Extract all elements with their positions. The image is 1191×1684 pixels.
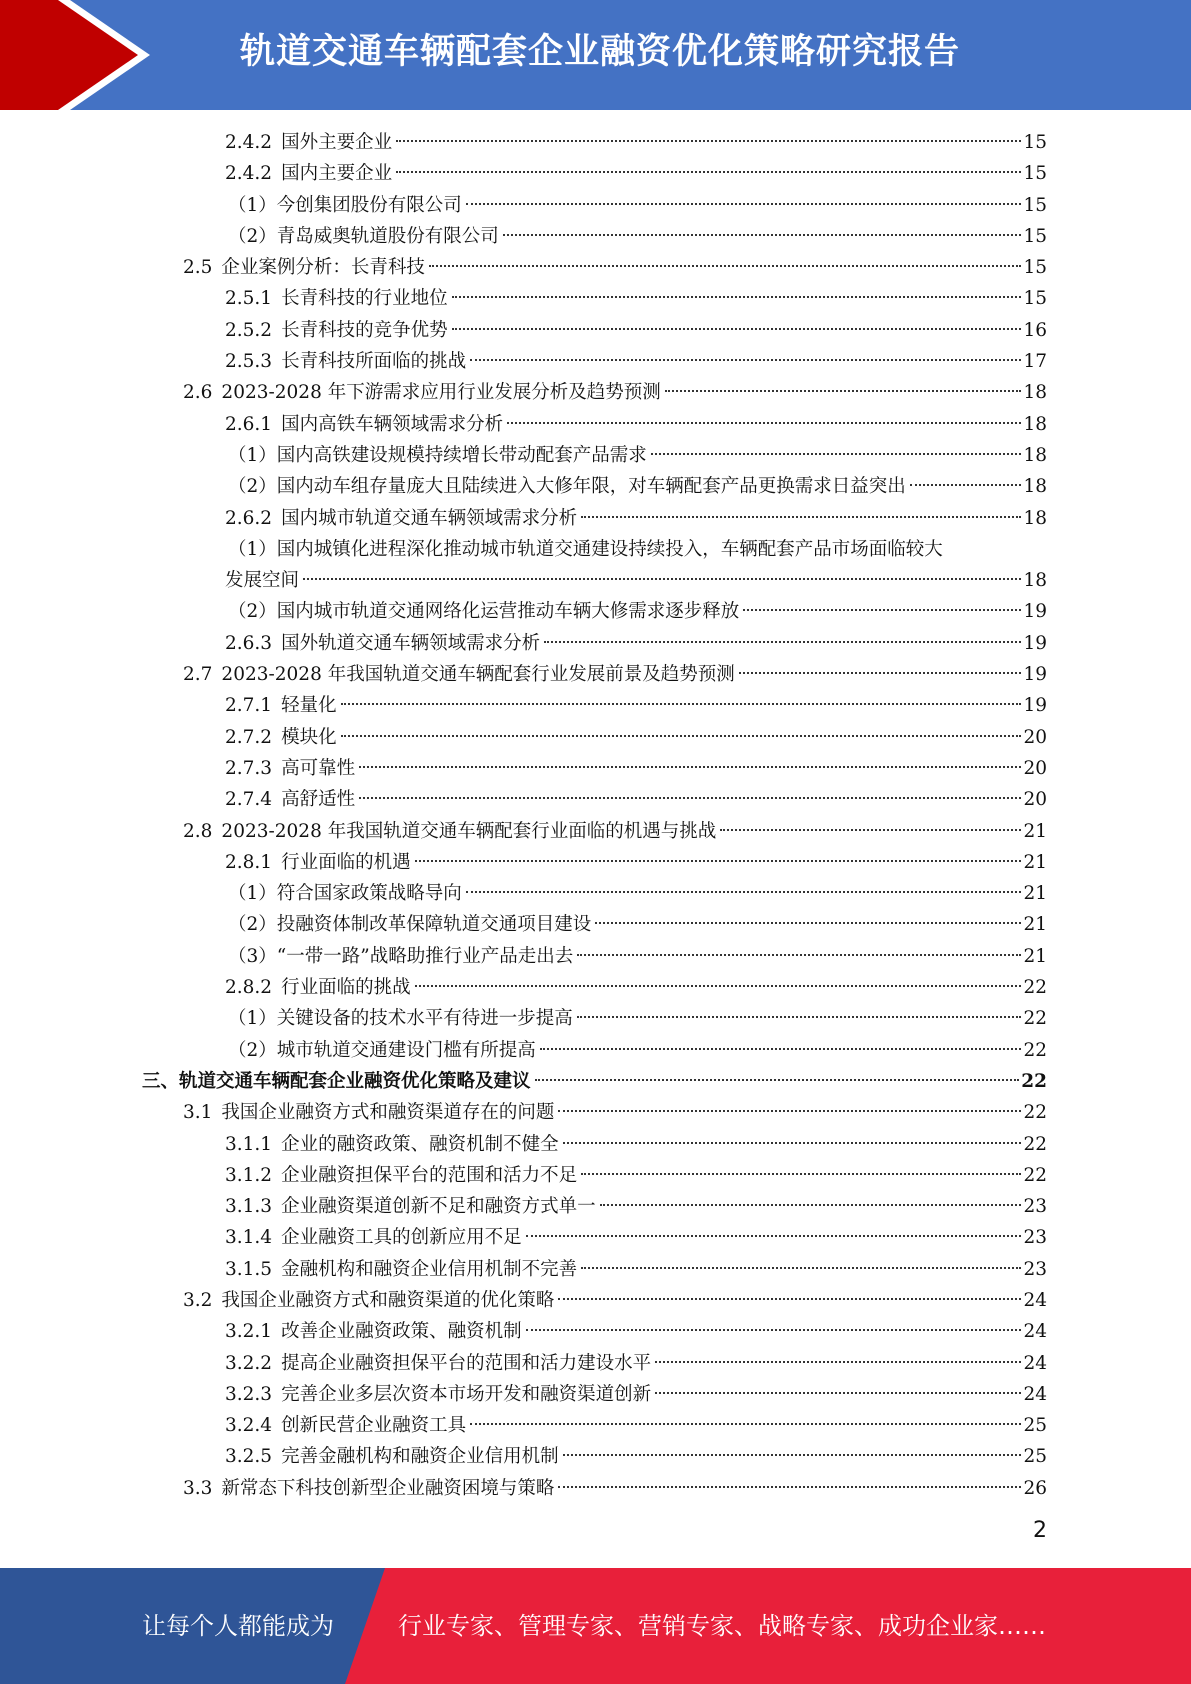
toc-entry-title: 企业融资担保平台的范围和活力不足 [281,1164,578,1186]
toc-entry[interactable] [0,1285,1191,1316]
toc-entry-page: 18 [1023,570,1047,592]
toc-entry-number: （3） [228,945,277,967]
toc-entry-number: 2.7.1 [225,695,273,717]
toc-entry-number: 2.4.2 [225,163,273,185]
toc-entry-page: 15 [1023,257,1047,279]
toc-entry[interactable] [0,941,1191,972]
toc-entry-page: 26 [1023,1477,1047,1499]
page-number: 2 [1033,1518,1047,1543]
toc-entry-title: 国内高铁建设规模持续增长带动配套产品需求 [276,444,647,466]
toc-dot-leader [540,1048,1022,1050]
toc-entry-title: 提高企业融资担保平台的范围和活力建设水平 [281,1352,652,1374]
toc-dot-leader [563,1142,1022,1144]
toc-entry-number: 2.6.2 [225,507,273,529]
toc-entry-title: 高舒适性 [281,789,356,811]
toc-dot-leader [470,1423,1021,1425]
toc-entry-page: 22 [1021,1070,1047,1092]
toc-entry[interactable] [0,1160,1191,1191]
toc-entry[interactable] [0,127,1191,158]
toc-entry-number: 2.8 [183,820,213,842]
toc-dot-leader [526,1329,1022,1331]
toc-entry-title: 国内城市轨道交通网络化运营推动车辆大修需求逐步释放 [276,601,740,623]
toc-dot-leader [581,516,1021,518]
toc-entry-number: （2） [228,225,277,247]
toc-entry-title: 金融机构和融资企业信用机制不完善 [281,1258,578,1280]
toc-dot-leader [341,735,1022,737]
toc-entry-number: 2.5.2 [225,319,273,341]
toc-entry[interactable] [0,503,1191,534]
toc-entry-number: （2） [228,1039,277,1061]
toc-entry[interactable] [0,534,1191,565]
toc-dot-leader [466,891,1022,893]
toc-entry-page: 24 [1023,1383,1047,1405]
toc-dot-leader [452,296,1022,298]
toc-entry-title: 长青科技所面临的挑战 [281,351,467,373]
toc-entry[interactable] [0,565,1191,596]
toc-entry-page: 19 [1023,664,1047,686]
toc-entry-page: 20 [1023,726,1047,748]
toc-entry-page: 23 [1023,1227,1047,1249]
toc-entry-title: 创新民营企业融资工具 [281,1415,467,1437]
toc-entry-title: 2023-2028 年下游需求应用行业发展分析及趋势预测 [221,382,661,404]
toc-dot-leader [503,234,1022,236]
toc-entry-number: （1） [228,883,277,905]
toc-dot-leader [739,672,1022,674]
toc-entry-title: 国内高铁车辆领域需求分析 [281,413,504,435]
toc-entry-page: 22 [1023,1133,1047,1155]
toc-entry-title: 企业融资渠道创新不足和融资方式单一 [281,1196,596,1218]
toc-entry-page: 25 [1023,1446,1047,1468]
toc-entry-number: （2） [228,914,277,936]
toc-entry-title: 国内城镇化进程深化推动城市轨道交通建设持续投入，车辆配套产品市场面临较大 [276,538,943,560]
toc-dot-leader [452,328,1022,330]
toc-entry[interactable] [0,972,1191,1003]
toc-dot-leader [470,359,1021,361]
toc-entry-title: 企业案例分析：长青科技 [221,257,425,279]
toc-entry-title: 模块化 [281,726,337,748]
toc-entry-number: 3.1 [183,1102,213,1124]
red-chevron-icon [0,0,160,110]
toc-dot-leader [558,1110,1021,1112]
toc-entry-number: （1） [228,194,277,216]
toc-entry-title: 完善金融机构和融资企业信用机制 [281,1446,559,1468]
toc-entry[interactable] [0,377,1191,408]
toc-dot-leader [563,1454,1022,1456]
toc-entry[interactable] [0,784,1191,815]
toc-entry-number: 3.2.2 [225,1352,273,1374]
toc-entry-title: 我国企业融资方式和融资渠道的优化策略 [221,1289,555,1311]
toc-entry[interactable] [0,690,1191,721]
toc-dot-leader [577,1016,1022,1018]
toc-dot-leader [581,1173,1021,1175]
toc-entry-title: “一带一路”战略助推行业产品走出去 [276,945,574,967]
toc-entry-number: 2.6.1 [225,413,273,435]
toc-dot-leader [558,1486,1021,1488]
toc-entry[interactable] [0,1129,1191,1160]
toc-entry[interactable] [0,283,1191,314]
toc-entry[interactable] [0,816,1191,847]
toc-entry-title: 完善企业多层次资本市场开发和融资渠道创新 [281,1383,652,1405]
toc-entry-title: 国内主要企业 [281,163,393,185]
toc-entry-title: 国外轨道交通车辆领域需求分析 [281,632,541,654]
toc-entry-page: 21 [1023,883,1047,905]
toc-dot-leader [665,390,1022,392]
toc-entry-number: （2） [228,601,277,623]
toc-entry-title: 国内城市轨道交通车辆领域需求分析 [281,507,578,529]
toc-entry-page: 18 [1023,413,1047,435]
toc-entry[interactable] [0,440,1191,471]
toc-entry-page: 15 [1023,163,1047,185]
toc-entry-title: 国外主要企业 [281,132,393,153]
toc-entry-number: 2.5.3 [225,351,273,373]
toc-entry-page: 24 [1023,1321,1047,1343]
toc-entry[interactable] [0,1441,1191,1472]
toc-entry[interactable] [0,315,1191,346]
toc-dot-leader [558,1298,1021,1300]
toc-entry-page: 24 [1023,1289,1047,1311]
toc-dot-leader [415,860,1022,862]
toc-entry-number: 2.4.2 [225,132,273,153]
toc-dot-leader [651,453,1022,455]
toc-entry-number: 3.2.5 [225,1446,273,1468]
table-of-contents [0,127,1191,1504]
toc-entry-page: 16 [1023,319,1047,341]
toc-entry-title: 投融资体制改革保障轨道交通项目建设 [276,914,592,936]
toc-entry-number: （2） [228,476,277,498]
toc-entry-title: 青岛威奥轨道股份有限公司 [276,225,499,247]
toc-entry-page: 19 [1023,632,1047,654]
toc-entry-number: （1） [228,1008,277,1030]
toc-entry-title: 改善企业融资政策、融资机制 [281,1321,522,1343]
toc-entry-page: 21 [1023,820,1047,842]
toc-dot-leader [544,641,1021,643]
toc-dot-leader [655,1392,1021,1394]
toc-entry[interactable] [0,1348,1191,1379]
toc-dot-leader [581,1267,1021,1269]
toc-dot-leader [415,985,1022,987]
toc-dot-leader [595,922,1021,924]
toc-entry-title: 轨道交通车辆配套企业融资优化策略及建议 [179,1070,531,1092]
toc-dot-leader [600,1204,1022,1206]
toc-entry-number: 2.5.1 [225,288,273,310]
toc-entry[interactable] [0,1410,1191,1441]
toc-entry[interactable] [0,596,1191,627]
toc-entry-title: 企业的融资政策、融资机制不健全 [281,1133,559,1155]
toc-dot-leader [303,578,1021,580]
toc-entry[interactable] [0,1191,1191,1222]
toc-entry-number: 2.6.3 [225,632,273,654]
toc-entry-number: 2.7 [183,664,213,686]
toc-entry-title: 行业面临的挑战 [281,977,411,999]
toc-entry-title: 国内动车组存量庞大且陆续进入大修年限，对车辆配套产品更换需求日益突出 [276,476,906,498]
toc-entry-title: 符合国家政策战略导向 [276,883,462,905]
toc-entry-number: 3.2 [183,1289,213,1311]
toc-entry-number: 3.1.1 [225,1133,273,1155]
toc-dot-leader [910,484,1022,486]
toc-dot-leader [396,140,1021,142]
toc-entry-title: 我国企业融资方式和融资渠道存在的问题 [221,1102,555,1124]
toc-entry-title: 发展空间 [225,570,300,592]
toc-dot-leader [466,203,1022,205]
toc-entry-page: 20 [1023,789,1047,811]
toc-entry[interactable] [0,628,1191,659]
toc-entry-number: 三、 [142,1070,180,1092]
toc-entry-page: 24 [1023,1352,1047,1374]
toc-entry[interactable] [0,659,1191,690]
toc-dot-leader [743,609,1021,611]
toc-entry-page: 15 [1023,132,1047,153]
toc-entry[interactable] [0,1097,1191,1128]
toc-entry[interactable] [0,221,1191,252]
toc-entry[interactable] [0,878,1191,909]
toc-entry-number: 2.7.3 [225,757,273,779]
toc-dot-leader [720,829,1021,831]
toc-entry-page: 23 [1023,1196,1047,1218]
toc-entry[interactable] [0,252,1191,283]
toc-entry-number: 2.8.2 [225,977,273,999]
toc-entry-title: 行业面临的机遇 [281,851,411,873]
toc-entry[interactable] [0,409,1191,440]
toc-entry[interactable] [0,847,1191,878]
toc-entry-number: 2.5 [183,257,213,279]
footer-slogan-left: 让每个人都能成为 [142,1612,334,1640]
toc-entry-page: 18 [1023,476,1047,498]
page-header [0,0,1191,110]
toc-dot-leader [341,703,1022,705]
toc-entry-page: 15 [1023,194,1047,216]
toc-dot-leader [359,766,1021,768]
toc-entry-title: 长青科技的行业地位 [281,288,448,310]
toc-entry-page: 22 [1023,1008,1047,1030]
toc-entry-page: 22 [1023,1039,1047,1061]
toc-entry-number: 3.1.4 [225,1227,273,1249]
toc-dot-leader [526,1235,1022,1237]
toc-entry-title: 2023-2028 年我国轨道交通车辆配套行业面临的机遇与挑战 [221,820,717,842]
toc-entry[interactable] [0,346,1191,377]
toc-entry[interactable] [0,158,1191,189]
toc-entry-number: 2.7.2 [225,726,273,748]
toc-dot-leader [429,265,1022,267]
toc-entry[interactable] [0,190,1191,221]
toc-entry-number: 3.3 [183,1477,213,1499]
toc-dot-leader [396,171,1021,173]
toc-entry-page: 22 [1023,977,1047,999]
toc-entry-number: 2.6 [183,382,213,404]
toc-entry-page: 17 [1023,351,1047,373]
toc-entry-number: 3.1.3 [225,1196,273,1218]
toc-entry-page: 23 [1023,1258,1047,1280]
toc-entry-number: 2.8.1 [225,851,273,873]
toc-dot-leader [655,1361,1021,1363]
toc-entry[interactable] [0,1473,1191,1504]
toc-entry-page: 15 [1023,225,1047,247]
toc-entry-page: 18 [1023,507,1047,529]
toc-entry[interactable] [0,1254,1191,1285]
toc-entry-page: 22 [1023,1102,1047,1124]
toc-entry-title: 新常态下科技创新型企业融资困境与策略 [221,1477,555,1499]
toc-entry-title: 长青科技的竞争优势 [281,319,448,341]
page-footer [0,1568,1191,1684]
toc-entry[interactable] [0,1379,1191,1410]
toc-entry-number: （1） [228,538,277,560]
toc-entry-number: 3.1.2 [225,1164,273,1186]
toc-dot-leader [577,954,1021,956]
toc-entry-page: 19 [1023,695,1047,717]
toc-entry-title: 关键设备的技术水平有待进一步提高 [276,1008,573,1030]
toc-entry-title: 企业融资工具的创新应用不足 [281,1227,522,1249]
toc-entry-page: 15 [1023,288,1047,310]
toc-entry-page: 18 [1023,382,1047,404]
toc-entry-page: 21 [1023,851,1047,873]
toc-entry-page: 25 [1023,1415,1047,1437]
toc-entry-number: 3.2.3 [225,1383,273,1405]
toc-entry[interactable] [0,1316,1191,1347]
toc-entry-number: 3.1.5 [225,1258,273,1280]
toc-entry[interactable] [0,909,1191,940]
toc-dot-leader [535,1079,1020,1081]
toc-entry-number: 3.2.4 [225,1415,273,1437]
toc-entry-title: 轻量化 [281,695,337,717]
toc-entry[interactable] [0,1035,1191,1066]
toc-entry-title: 城市轨道交通建设门槛有所提高 [276,1039,536,1061]
toc-entry-number: 2.7.4 [225,789,273,811]
toc-entry-number: （1） [228,444,277,466]
toc-entry[interactable] [0,1222,1191,1253]
toc-entry-number: 3.2.1 [225,1321,273,1343]
toc-entry-page: 19 [1023,601,1047,623]
toc-entry-page: 20 [1023,757,1047,779]
toc-entry[interactable] [0,753,1191,784]
toc-entry-title: 2023-2028 年我国轨道交通车辆配套行业发展前景及趋势预测 [221,664,735,686]
footer-slogan-right: 行业专家、管理专家、营销专家、战略专家、成功企业家…… [398,1612,1046,1640]
toc-entry-title: 今创集团股份有限公司 [276,194,462,216]
toc-entry[interactable] [0,722,1191,753]
toc-dot-leader [359,797,1021,799]
toc-entry-page: 21 [1023,945,1047,967]
toc-entry-page: 22 [1023,1164,1047,1186]
toc-entry[interactable] [0,1066,1191,1097]
toc-entry[interactable] [0,471,1191,502]
toc-entry[interactable] [0,1003,1191,1034]
report-title: 轨道交通车辆配套企业融资优化策略研究报告 [240,32,961,72]
toc-entry-page: 18 [1023,444,1047,466]
toc-entry-title: 高可靠性 [281,757,356,779]
toc-entry-page: 21 [1023,914,1047,936]
toc-dot-leader [507,422,1021,424]
